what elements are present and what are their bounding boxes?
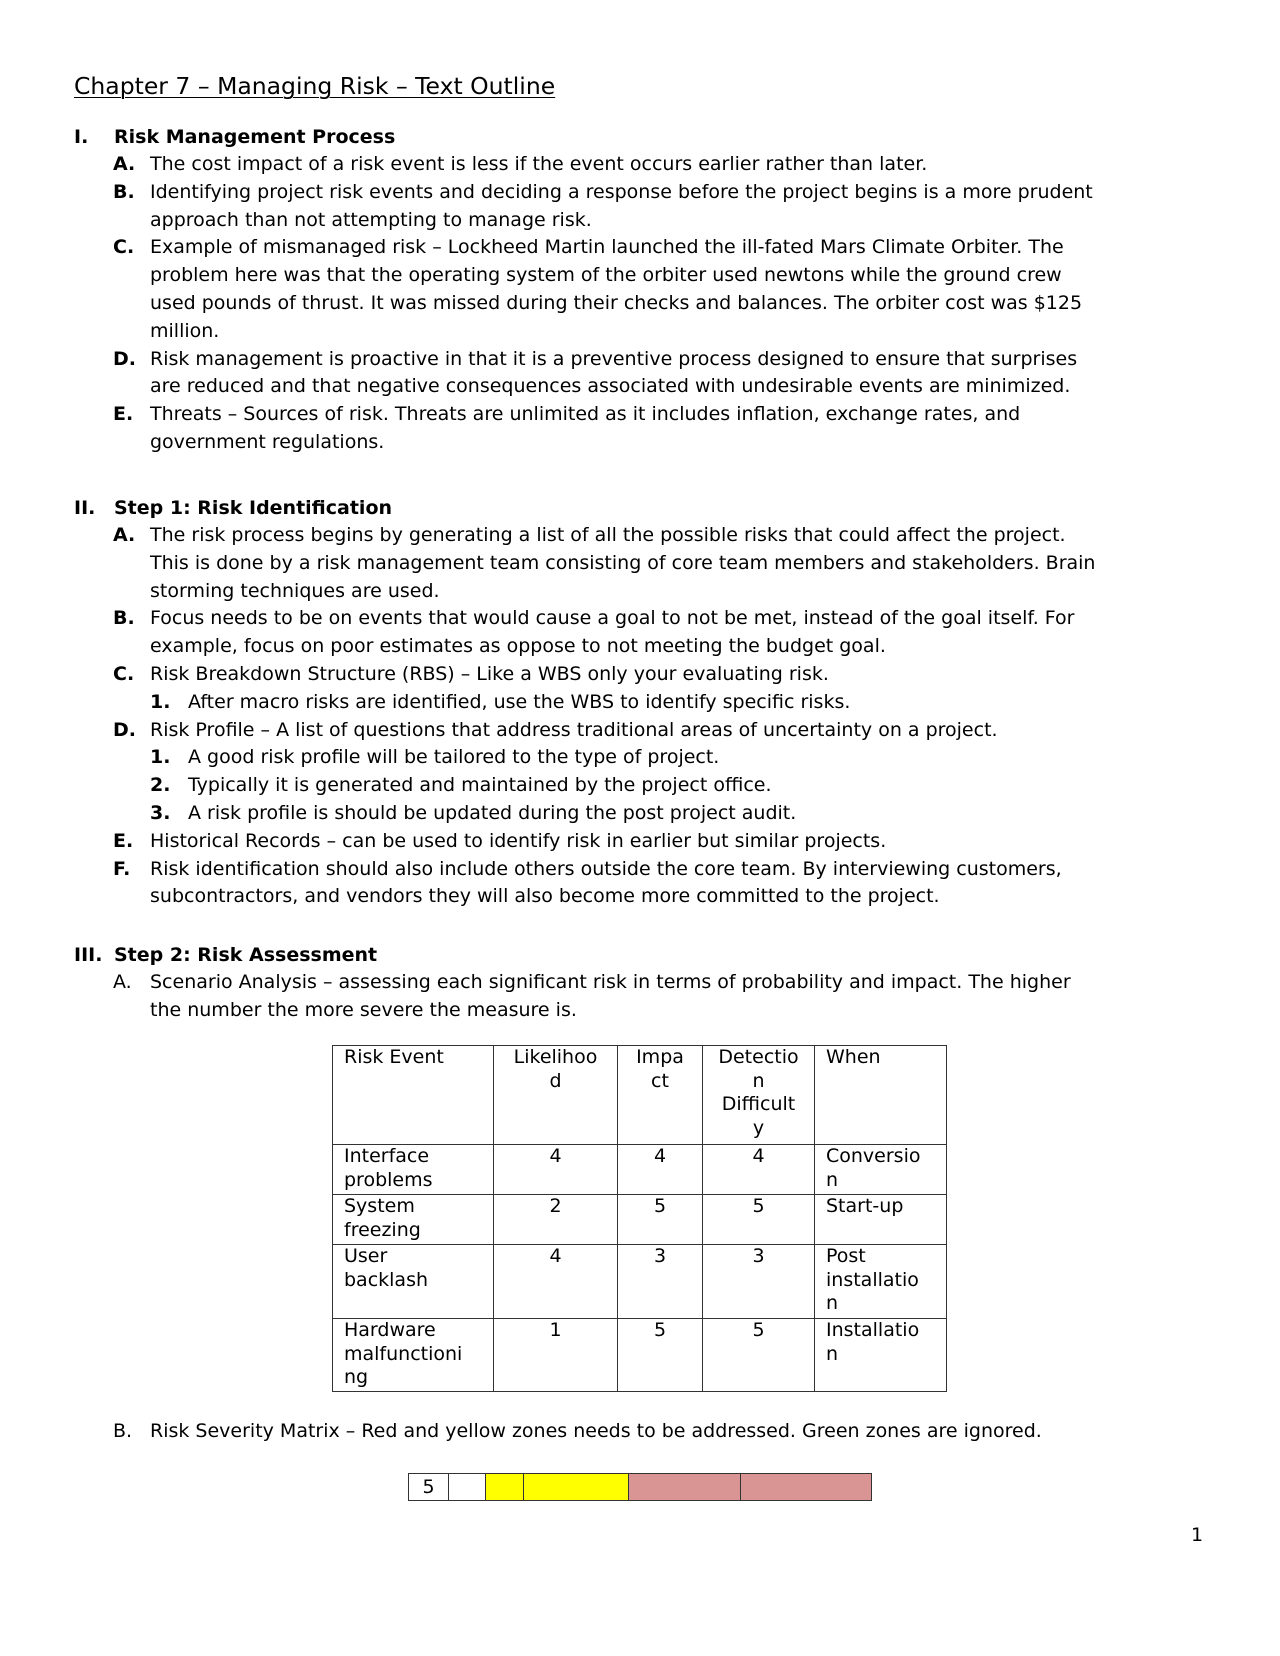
matrix-cell-yellow	[524, 1474, 629, 1500]
item-text: Example of mismanaged risk – Lockheed Martin launched the ill-fated Mars Climate Orbiter. The	[150, 236, 1064, 259]
item-text: Scenario Analysis – assessing each significant risk in terms of probability and impact. The higher	[150, 971, 1071, 993]
header-when: When	[815, 1046, 947, 1145]
cell-when: Start-up	[815, 1195, 947, 1245]
cell-impact: 5	[618, 1319, 703, 1392]
section-risk-identification	[74, 494, 1204, 911]
item-text: The cost impact of a risk event is less if the event occurs earlier rather than later.	[150, 153, 928, 175]
cell-likelihood: 1	[494, 1319, 618, 1392]
outline-item	[74, 401, 1204, 457]
section-title: Step 2: Risk Assessment	[114, 944, 378, 966]
cell-impact: 4	[618, 1145, 703, 1195]
item-text: Focus needs to be on events that would cause a goal to not be met, instead of the goal itself. For	[150, 607, 1075, 630]
table-header-row	[333, 1046, 947, 1145]
risk-severity-matrix	[408, 1473, 872, 1501]
item-text: Risk identification should also include others outside the core team. By interviewing customers,	[150, 857, 1062, 880]
outline-subitem	[74, 744, 1204, 772]
subitem-label: 2.	[150, 774, 171, 797]
outline-item	[74, 828, 1204, 856]
outline-subitem	[74, 772, 1204, 800]
item-text: the number the more severe the measure is.	[150, 998, 577, 1021]
matrix-cell-red	[741, 1474, 872, 1500]
item-label: F.	[113, 857, 131, 880]
subitem-text: A good risk profile will be tailored to the type of project.	[188, 746, 720, 769]
cell-detection: 3	[703, 1245, 815, 1319]
cell-when: Installatio n	[815, 1319, 947, 1392]
header-risk-event: Risk Event	[333, 1046, 494, 1145]
table-row	[333, 1245, 947, 1319]
outline-item	[74, 234, 1204, 345]
section-heading	[74, 941, 1204, 969]
table-row	[333, 1195, 947, 1245]
cell-detection: 4	[703, 1145, 815, 1195]
outline-item	[74, 1418, 1204, 1446]
risk-assessment-table	[332, 1045, 947, 1392]
subitem-text: A risk profile is should be updated during the post project audit.	[188, 801, 797, 824]
outline-item	[74, 346, 1204, 402]
item-text: example, focus on poor estimates as oppose to not meeting the budget goal.	[150, 635, 886, 658]
subitem-label: 1.	[150, 690, 171, 713]
cell-likelihood: 4	[494, 1245, 618, 1319]
item-text: Risk Severity Matrix – Red and yellow zones needs to be addressed. Green zones are ignored.	[150, 1420, 1042, 1442]
item-label: D.	[113, 718, 136, 741]
cell-risk-event: User backlash	[333, 1245, 494, 1319]
outline-item	[74, 856, 1204, 912]
item-text: government regulations.	[150, 430, 385, 453]
item-text: Risk management is proactive in that it is a preventive process designed to ensure that surprises	[150, 347, 1078, 370]
outline-item	[74, 151, 1204, 179]
cell-when: Post installatio n	[815, 1245, 947, 1319]
item-label: A.	[113, 153, 136, 175]
section-risk-management-process	[74, 123, 1204, 457]
section-risk-assessment	[74, 941, 1204, 1025]
matrix-cell-white	[449, 1474, 486, 1500]
outline-item	[74, 179, 1204, 235]
cell-likelihood: 2	[494, 1195, 618, 1245]
subitem-label: 3.	[150, 801, 171, 824]
cell-risk-event: System freezing	[333, 1195, 494, 1245]
matrix-cell-yellow	[486, 1474, 524, 1500]
section-numeral: I.	[74, 126, 89, 148]
outline-item	[74, 969, 1204, 1025]
matrix-row-label: 5	[409, 1474, 449, 1500]
item-text: problem here was that the operating system of the orbiter used newtons while the ground crew	[150, 264, 1062, 287]
item-text: Threats – Sources of risk. Threats are unlimited as it includes inflation, exchange rates, and	[150, 403, 1021, 426]
cell-risk-event: Hardware malfunctioni ng	[333, 1319, 494, 1392]
item-text: are reduced and that negative consequences associated with undesirable events are minimized.	[150, 375, 1071, 398]
section-title: Risk Management Process	[114, 126, 396, 148]
header-detection-difficulty: Detectio n Difficult y	[703, 1046, 815, 1145]
item-text: Risk Breakdown Structure (RBS) – Like a WBS only your evaluating risk.	[150, 662, 829, 685]
item-label: B.	[113, 607, 135, 630]
cell-likelihood: 4	[494, 1145, 618, 1195]
item-text: storming techniques are used.	[150, 579, 440, 602]
outline-item	[74, 717, 1204, 745]
outline-subitem	[74, 689, 1204, 717]
outline-subitem	[74, 800, 1204, 828]
matrix-cell-red	[629, 1474, 741, 1500]
item-text: million.	[150, 319, 220, 342]
page-number: 1	[1191, 1524, 1204, 1546]
item-text: Historical Records – can be used to identify risk in earlier but similar projects.	[150, 829, 887, 852]
item-text: approach than not attempting to manage risk.	[150, 208, 592, 231]
cell-detection: 5	[703, 1195, 815, 1245]
section-numeral: III.	[74, 944, 103, 966]
section-heading	[74, 494, 1204, 522]
header-impact: Impa ct	[618, 1046, 703, 1145]
document-title: Chapter 7 – Managing Risk – Text Outline	[74, 72, 556, 100]
item-label: B.	[113, 180, 135, 203]
section-heading	[74, 123, 1204, 151]
item-label: A.	[113, 971, 132, 993]
item-label: E.	[113, 829, 134, 852]
subitem-text: After macro risks are identified, use the WBS to identify specific risks.	[188, 690, 851, 713]
item-text: Identifying project risk events and deciding a response before the project begins is a more prudent	[150, 180, 1093, 203]
subitem-label: 1.	[150, 746, 171, 769]
item-text: Risk Profile – A list of questions that address traditional areas of uncertainty on a project.	[150, 718, 998, 741]
subitem-text: Typically it is generated and maintained by the project office.	[188, 774, 772, 797]
item-label: D.	[113, 347, 136, 370]
cell-when: Conversio n	[815, 1145, 947, 1195]
section-numeral: II.	[74, 497, 96, 519]
item-label: A.	[113, 524, 136, 546]
cell-impact: 5	[618, 1195, 703, 1245]
item-text: used pounds of thrust. It was missed during their checks and balances. The orbiter cost was $125	[150, 291, 1083, 314]
table-row	[333, 1319, 947, 1392]
item-label: C.	[113, 662, 135, 685]
item-label: E.	[113, 403, 134, 426]
item-label: B.	[113, 1420, 133, 1442]
outline-item	[74, 605, 1204, 661]
severity-matrix-intro	[74, 1418, 1204, 1446]
section-title: Step 1: Risk Identification	[114, 497, 393, 519]
outline-item	[74, 522, 1204, 605]
header-likelihood: Likelihoo d	[494, 1046, 618, 1145]
cell-risk-event: Interface problems	[333, 1145, 494, 1195]
item-text: This is done by a risk management team consisting of core team members and stakeholders. Brain	[150, 551, 1096, 574]
outline-item	[74, 661, 1204, 689]
item-text: subcontractors, and vendors they will also become more committed to the project.	[150, 885, 940, 908]
item-label: C.	[113, 236, 135, 259]
table-row	[333, 1145, 947, 1195]
cell-detection: 5	[703, 1319, 815, 1392]
cell-impact: 3	[618, 1245, 703, 1319]
item-text: The risk process begins by generating a list of all the possible risks that could affect the project.	[150, 524, 1066, 546]
